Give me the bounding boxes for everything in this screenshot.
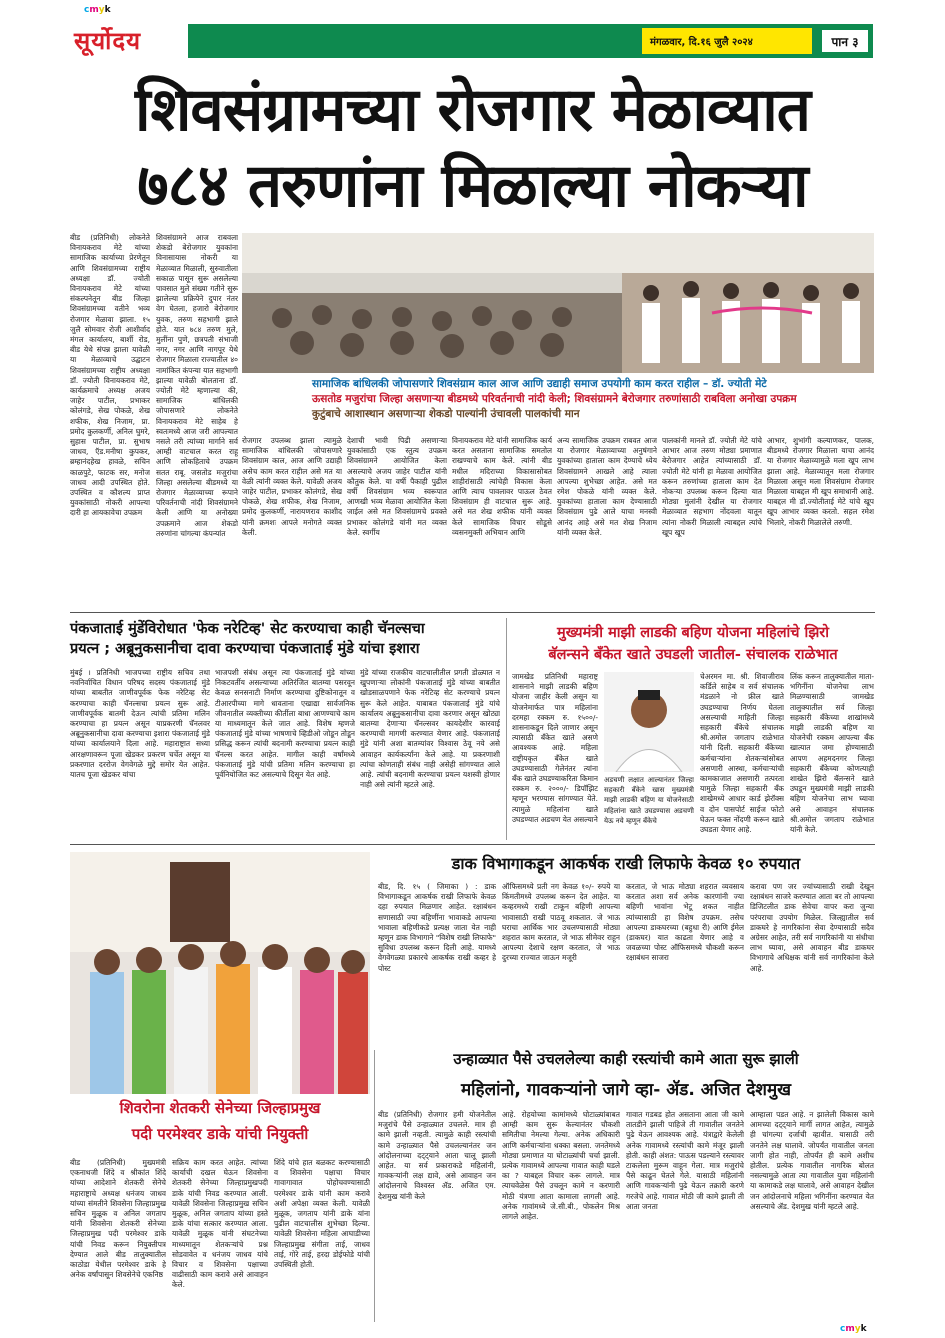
column-divider [506,618,507,840]
roads-story-column-3: गावात गडबड होत असताना आता जी कामे तातडीने झाली पाहिजे ती गावातील जनतेने पुढे येऊन आवश्यक आहे. यंत्राद्वारे केलेली अनेक गावामध्ये रस्त्यांची कामे मंजूर झाली होती. काही अंशत: पाऊस पडल्याने रस्त्यावर टाकलेला मुरूम वाहून गेला. मात्र मजुरांचे पैसे काढून घेतले गेले. यासाठी महिलांनी आणि गावकऱ्यांनी पुढे येऊन तक्रारी करणे गरजेचे आहे. गावात मोठी जी कामे झाली ती आता जनता [626,1110,744,1211]
roads-headline-line1: उन्हाळ्यात पैसे उचललेल्या काही रस्त्यांची कामे आता सुरू झाली [453,1050,799,1068]
photo-caption-line2: ऊसतोड मजुरांचा जिल्हा असणाऱ्या बीडमध्ये परिवर्तनाची नांदी केली; शिवसंग्रामने बेरोजगार तरुणांसाठी राबविला अनोखा उपक्रम [312,393,797,405]
lead-story-column-2: शिवसंग्रामने आज राबवला शेकडो बेरोजगार युवकांना विनासायास नोकरी या मेळाव्यात मिळाली, सुरुवातीला सकाळ पासून सुरू असलेल्या पावसात मुले संख्या गतीने सुरू झालेल्या प्रक्रियेने दुपार नंतर वेग घेतला, हजारो बेरोजगार युवक, तरुण सहभागी झाले होते. यात ७८४ तरुण मुले, मुलींना पुणे, छत्रपती संभाजी नगर, नगर आणि नागपूर येथे रोजगार मिळाला राज्यातील ४० नामांकित कंपन्या यात सहभागी झाल्या यावेळी बोलताना डॉ. ज्योती मेटे म्हणाल्या की, सामाजिक बांधिलकी जोपासणारे लोकनेते विनायकराव मेटे साहेब हे स्वतःमध्ये आज जरी आपल्यात नसले तरी त्यांच्या मार्गाने सर्व आम्ही वाटचाल करत राहू आणि लोकहिताचे उपक्रम सतत राबू. जसतोड मजुरांचा जिल्हा असलेल्या बीडमध्ये या रोजगार मेळाव्याच्या रूपाने परिवर्तनाची नांदी शिवसंग्रामने केली आणि या अनोख्या उपक्रमाने आज शेकडो तरुणांना चांगल्या कंपन्यांत [156,233,238,538]
ladki-bahin-column-1: जामखेड प्रतिनिधी महाराष्ट्र शासनाने माझी लाडकी बहिण योजना जाहीर केली असून या योजनेमार्फत पात्र महिलांना दरमहा रक्कम रु. १५००/- शासनाकडून दिले जाणार असून त्यासाठी बँकेत खाते असणे आवश्यक आहे. महिला राष्ट्रीयकृत बँकेत खाते उघडण्यासाठी गेलेनंतर त्यांना बँक खाते उघडण्याकरिता किमान रक्कम रु. २०००/- डिपॉझिट म्हणून भरण्यास सांगण्यात येते. त्यामुळे महिलांना खाते उघडण्यात अडचण येत असल्याने [512,672,598,824]
pankaja-headline-line2: प्रयत्न ; अब्रूनुकसानीचा दावा करण्याचा पंकजाताई मुंडे यांचा इशारा [70,641,420,657]
shivrona-story-column-3: शिंदे यांचे हात बळकट करण्यासाठी व शिवसेना पक्षाचा विचार गावागावात पोहोचवण्यासाठी परमेश्वर डाके यांनी काम करावे अशी अपेक्षा व्यक्त केली. यावेळी मुळूक, जगताप यांनी डाके यांना पुढील वाटचालीस शुभेच्छा दिल्या. यावेळी शिवसेना महिला आघाडीच्या जिल्हाप्रमुख संगीता ताई, जाधव ताई, गोरे ताई, हरदा डोईफोडे यांची उपस्थिती होती. [274,1158,370,1270]
photo-caption-line1: सामाजिक बांधिलकी जोपासणारे शिवसंग्राम काल आज आणि उद्याही समाज उपयोगी काम करत राहील – डॉ. ज्योती मेटे [312,378,767,390]
portrait-caption: अडचणी लक्षात आल्यानंतर जिल्हा सहकारी बँकेने खास मुख्यमंत्री माझी लाडकी बहिण या योजनेसाठी महिलांना खाते उघडण्यास अडचणी येऊ नये म्हणून बँकेचे [604,776,694,825]
shivrona-headline-line1: शिवरोना शेतकरी सेनेच्या जिल्हाप्रमुख [119,1099,321,1117]
lead-headline-line2: ७८४ तरुणांना मिळाल्या नोकऱ्या [137,151,808,221]
lead-story-column-5: विनायकराव मेटे यांनी सामाजिक कार्य करत असताना सामाजिक समतोल राखण्याचे काम केले. त्यांनी बीड मधील मदिराच्या विकासासोबत शाहीरांसाठी त्यांचेही विकास केला आणि त्याच पावलावर पाऊल ठेवत शिवसंग्राम ही वाटचाल सुरू आहे. असे मत शेख शफीक यांनी व्यक्त केले सामाजिक विचार सोडूसे व्यसनमुक्ती अभियान आणि [452,436,552,537]
pankaja-story-column-3: मुंडे यांच्या राजकीय वाटचालीतील प्रगती डोळ्यात न खुपणाऱ्या लोकांनी पंकजाताई मुंडे यांच्या बाबतीत खोडसाळपणाने फेक नरेटिव्ह सेट करण्याचे प्रयत्न सुरू केले आहेत. याबाबत पंकजाताई मुंडे यांचे कार्यालय अब्रूनुकसानीचा दावा करणार असून खोट्या बातम्या देणाऱ्या चॅनल्सवर कायदेशीर कारवाई करण्याची मागणी करण्यात येणार आहे. पंकजाताई मुंडे यांनी अशा बातम्यांवर विश्वास ठेवू नये असे आवाहन कार्यकर्त्यांना केले आहे. या प्रकरणाशी त्यांचा कोणताही संबंध नाही असेही सांगण्यात आले आहे. त्यांची बदनामी करण्याचा प्रयत्न यशस्वी होणार नाही असे त्यांनी म्हटले आहे. [360,668,500,790]
print-registration-mark-bottom: cmyk [840,1324,867,1334]
column-divider [374,1050,375,1322]
rakhi-story-column-4: करावा पण जर ज्यांच्यासाठी राखी देखून रक्षाबंधन साजरे करण्यात आता बर तो आपल्या डिजिटलीत डाक सेवेचा वापर करा जुन्या परंपराचा उपयोग मिळेल. जिल्ह्यातील सर्व डाकघरे हे नागरिकांना सेवा देण्यासाठी सदैव अग्रेसर आहेत, तरी सर्व नागरिकांनी या संधीचा लाभ घ्यावा, असे आवाहन बीड डाकघर विभागाचे अधिक्षक यांनी सर्व नागरिकांना केले आहे. [750,882,874,973]
newspaper-logo: सूर्योदय [74,26,142,55]
shivrona-story-column-1: बीड (प्रतिनिधी) मुख्यमंत्री एकनाथजी शिंदे व श्रीकांत शिंदे यांच्या आदेशाने शेतकरी सेनेचे महाराष्ट्राचे अध्यक्ष धनंजय जाधव यांच्या संमतीने शिवसेना जिल्हाप्रमुख सचिन मुळूक व अनिल जगताप यांनी शिवसेना शेतकरी सेनेच्या जिल्हाप्रमुख पदी परमेश्वर डाके यांची निवड करून नियुक्तीपत्र देण्यात आले बीड तालुक्यातील काठोडा येथील परमेश्वर डाके हे अनेक वर्षांपासून शिवसेनेचे एकनिष्ठ [70,1158,166,1280]
rakhi-story-column-3: करतात, जे भाऊ मोठ्या शहरात व्यवसाय करतात अशा सर्व अनेक कारणांनी ज्या बहिणी भावांना भेटू शकत नाहीत त्यांच्यासाठी हा विशेष उपक्रम. तसेच आपल्या डाकघरच्या (बहुधा री) आणि ईमेल (डाकघर) यात काढता येणार आहे व जवळच्या पोस्ट ऑफिसमध्ये चौकशी करून रक्षाबंधन साजरा [626,882,744,963]
roads-headline-line2: महिलांनो, गावकऱ्यांनो जागे व्हा- ॲड. अजित देशमुख [460,1080,792,1100]
section-divider [70,612,875,613]
print-registration-mark-top: cmyk [84,5,111,15]
shivrona-headline-line2: पदी परमेश्वर डाके यांची नियुक्ती [131,1125,309,1143]
roads-story-column-4: आम्हाला पडत आहे. न झालेली विकास कामे आमच्या दट्ट्याने मार्गी लागत आहेत, त्यामुळे ही चांगल्या दर्जाची व्हावीत. यासाठी तरी जनतेने लक्ष घालावे. जोपर्यंत गावातील जनता जागी होत नाही, तोपर्यंत ही कामे अशीच होतील. प्रत्येक गावातील नागरिक बोलत नसल्यामुळे आता त्या गावातील युवा महिलांनी या कामाकडे लक्ष घालावे, असे आवाहन देखील जन आंदोलनाचे महिला भगिनींना करण्यात येत असल्याचे ॲड. देशमुख यांनी म्हटले आहे. [750,1110,874,1211]
lead-story-column-4: देशाची भावी पिढी असणाऱ्या युवकांसाठी एक स्तुत्य उपक्रम शिवसंग्रामने आयोजित केला असल्याचे अजय जाहेर पाटील यांनी कौतुक केले. या वर्षी पैकाही पुढील वर्षी शिवसंग्राम भव्य स्वरूपात आणखी भव्य मेळावा आयोजित केला जाईल असे मत शिवसंग्रामचे प्रवक्ते प्रभाकर कोलंगडे यांनी मत व्यक्त केले. स्वर्गीय [347,436,447,537]
lead-story-column-7: पालकांनी मानले डॉ. ज्योती मेटे यांचे आभार आज तरुण मोठ्या प्रमाणात बेरोजगार आहेत त्यांच्यासाठी डॉ. ज्योती मेटे यांनी हा मेळावा आयोजित करून तरुणांच्या हाताला काम देत नोकऱ्या उपलब्ध करून दिल्या यात मोठ्या मुलांनी देखील या रोजगार मेळाव्यात सहभाग नोंदवला यातून त्यांना नोकरी मिळाली त्याबद्दल त्यांचे खूप खूप [662,436,762,537]
lead-story-column-3: रोजगार उपलब्ध झाला त्यामुळे सामाजिक बांधिलकी जोपासणारे शिवसंग्राम काल, आज आणि उद्याही असेच काम करत राहील असे मत या वेळी त्यांनी व्यक्त केले. यावेळी अजय जाहेर पाटील, प्रभाकर कोलंगडे, सेख पोकळे, शेख शफीक, शेख निजाम, प्रमोद कुलकर्णी, नारायणराव काशीद यांनी क्रमशः आपले मनोगते व्यक्त केली. [242,436,342,537]
shivrona-story-column-2: सक्रिय काम करत आहेत. त्यांच्या कार्याची दखल घेऊन शिवसेना शेतकरी सेनेच्या जिल्हाप्रमुखपदी डाके यांची निवड करण्यात आली. यावेळी शिवसेना जिल्हाप्रमुख सचिन मुळूक, अनिल जगताप यांच्या हस्ते डाके यांचा सत्कार करण्यात आला. यावेळी मुळूक यांनी संघटनेच्या माध्यमातून शेतकऱ्यांचे प्रश्न सोडवावेत व धनंजय जाधव यांचे विचार व शिवसेना पक्षाच्या वाढीसाठी काम करावे असे आवाहन केले. [172,1158,268,1290]
job-fair-photo [242,233,874,373]
lead-story-column-1: बीड (प्रतिनिधी) लोकनेते विनायकराव मेटे यांच्या सामाजिक कार्याच्या प्रेरणेतून आणि शिवसंग्रामच्या राष्ट्रीय अध्यक्षा डॉ. ज्योती विनायकराव मेटे यांच्या संकल्पनेतून बीड जिल्हा शिवसंग्रामच्या वतीने भव्य रोजगार मेळावा झाला. १५ जुलै सोमवार रोजी आशीर्वाद मंगल कार्यालय, बार्शी रोड, बीड येथे संपन्न झाला यावेळी या मेळाव्याचे उद्घाटन शिवसंग्रामच्या राष्ट्रीय अध्यक्षा डॉ. ज्योती विनायकराव मेटे, कार्यक्रमाचे अध्यक्ष अजय जाहेर पाटील, प्रभाकर कोलंगडे, सेख पोकळे, शेख शफीक, शेख निजाम, प्रा. प्रमोद कुलकर्णी, अनिल घुमरे, सुहास पाटील, प्रा. सुभाष जाधव, ऍड.मनीषा कुपकर, ब्रम्हानंदहेख हावळे, सचिन काळपुटे, फाटक सर, मनोज जाधव आदी उपस्थित होते. उपस्थित व कौशल्य प्राप्त युवकांसाठी नोकरी आपल्या दारी हा आयकावेचा उपक्रम [70,233,150,518]
rakhi-headline: डाक विभागाकडून आकर्षक राखी लिफाफे केवळ १० रुपयात [451,854,801,873]
appointment-ceremony-photo [70,852,370,1094]
rakhi-story-column-1: बीड, दि. १५ ( जिमाका ) : डाक विभागाकडून आकर्षक राखी लिफाफे केवळ दहा रुपयात मिळणार आहेत. रक्षाबंधन सणासाठी ज्या बहिणींना भावाकडे आपल्या भावाला बहिणीकडे प्रत्यक्ष जाता येत नाही म्हणून डाक विभागाने "विशेष राखी लिफाफे" सुविधा उपलब्ध करून दिली आहे. यामध्ये वेगवेगळ्या प्रकारचे आकर्षक राखी कव्हर हे पोस्ट [378,882,496,973]
section-divider [70,844,875,845]
pankaja-story-column-1: मुंबई । प्रतिनिधी भाजपच्या राष्ट्रीय सचिव तथा नवनिर्वाचित विधान परिषद सदस्य पंकजाताई मुंडे यांच्या बाबतीत जाणीवपूर्वक फेक नरेटिव्ह सेट करण्याचा काही चॅनल्सचा प्रयत्न सुरू आहे. जाणीवपूर्वक बातमी देऊन त्यांची प्रतिमा मलिन करण्याचा हा प्रयत्न असून याप्रकरणी चॅनलवर अब्रूनुकसानीचा दावा करण्याचा इशारा पंकजाताई मुंडे यांच्या कार्यालयाने दिला आहे. महाराष्ट्रात सध्या आरक्षणावरून पूजा खेडकर प्रकरण चर्चेत असून या प्रकरणात दररोज वेगवेगळे मुद्दे समोर येत आहेत. यातच पूजा खेडकर यांचा [70,668,210,780]
issue-date: मंगळवार, दि.१६ जुलै २०२४ [642,28,812,54]
ladki-bahin-column-3: लिंक करून तालुक्यातील माता-भगिनींना योजनेचा लाभ मिळण्यासाठी जामखेड तालुक्यातील सर्व जिल्हा सहकारी बँकेच्या शाखांमध्ये माझी लाडकी बहिण या योजनेची रक्कम आपल्या बँक खात्यात जमा होण्यासाठी आपण अहमदनगर जिल्हा सहकारी बँकेच्या कोणत्याही शाखेत झिरो बॅलन्सने खाते उघडून मुख्यमंत्री माझी लाडकी बहिण योजनेचा लाभ घ्यावा असे आवाहन संचालक श्री.अमोल जगताप राळेभात यांनी केले. [790,672,874,835]
lead-story-column-6: अन्य सामाजिक उपक्रम राबवत आज या रोजगार मेळाव्याच्या अनुषंगाने युवकांच्या हाताला काम देण्याचे ध्येय शिवसंग्रामने आखले आहे त्याला आपल्या शुभेच्छा आहेत. असे मत रमेश पोकळे यांनी व्यक्त केले. युवकांच्या हाताला काम देण्यासाठी शिवसंग्राम पुढे आले याचा मनस्वी आनंद आहे असे मत शेख निजाम यांनी व्यक्त केले. [557,436,657,537]
roads-story-column-1: बीड (प्रतिनिधी) रोजगार हमी योजनेतील मजुरांचे पैसे उन्हाळ्यात उचलले. मात्र ही कामे झाली नव्हती. त्यामुळे काही रस्त्यांची कामे उन्हाळ्यात पैसे उचलल्यानंतर जन आंदोलनाच्या दट्ट्याने आता चालू झाली आहेत. या सर्व प्रकाराकडे महिलांनी, गावकऱ्यांनी लक्ष द्यावे, असे आवाहन जन आंदोलनाचे विश्वस्त ॲड. अजित एम. देशमुख यांनी केले [378,1110,496,1201]
ladki-bahin-headline-line2: बॅलन्सने बँकेत खाते उघडली जातील- संचालक राळेभात [548,647,838,663]
page-number: पान ३ [820,28,870,54]
pankaja-headline-line1: पंकजाताई मुंडेंविरोधात 'फेक नरेटिव्ह' सेट करण्याचा काही चॅनल्सचा [70,621,425,637]
lead-headline-line1: शिवसंग्रामच्या रोजगार मेळाव्यात [135,75,810,145]
director-portrait [604,672,694,772]
ladki-bahin-column-2: चेअरमन मा. श्री. शिवाजीराव कर्डिले साहेब व सर्व संचालक मंडळाने नो फ्रील खाते उघडण्याचा निर्णय घेतला असल्याची माहिती जिल्हा सहकारी बँकेचे संचालक श्री.अमोल जगताप राळेभात यांनी दिली. सहकारी बँकेच्या कर्मचाऱ्यांना शेतकऱ्यांसोबत असणारी आस्था, कर्मचाऱ्यांची कामकाजात असणारी तत्परता यामुळे जिल्हा सहकारी बँक शाखेमध्ये आधार कार्ड झेरॉक्स व दोन पासपोर्ट साईज फोटो घेऊन फक्त नोंदणी करून खाते उघडता येणार आहे. [700,672,784,835]
lead-story-column-8: आभार, शुभांगी कल्याणकर, पालक, बीडमध्ये रोजगार मिळाला याचा आनंद या रोजगार मेळाव्यामुळे मला खूप लाभ झाला आहे. मेळाव्यातून मला रोजगार मिळाला असून मला शिवसंग्राम रोजगार मिळाला याबद्दल मी खूप समाधानी आहे. याबद्दल मी डॉ.ज्योतीताई मेटे यांचे खूप खूप आभार व्यक्त करतो. सहल रमेश भिलारे, नोकरी मिळालेले तरुणी. [767,436,874,527]
roads-story-column-2: आहे. रोहयोच्या कामांमध्ये घोटाळ्यांबाबत आम्ही काम सुरू केल्यानंतर चौकशी समितीचा नेमल्या गेल्या. अनेक अधिकारी आणि कर्मचाऱ्यांना धक्का बसला. जनतेमध्ये मोठ्या प्रमाणात या घोटाळ्यांची चर्चा झाली. प्रत्येक गावामध्ये आपल्या गावात काही घडले का ? याबद्दल विचार करू लागले. मात्र त्याचवेळेस पैसे उचलून कामे न करणारी मोठी यंत्रणा आता कामाला लागली आहे. अनेक गावांमध्ये जे.सी.बी., पोकलेन मिश्र लागले आहेत. [502,1110,620,1222]
rakhi-story-column-2: ऑफिसमध्ये प्रती नग केवळ १०/- रुपये या किंमतीमध्ये उपलब्ध करून देत आहेत. या कव्हरमध्ये राखी टाकून बहिणी आपल्या भावासाठी राखी पाठवू शकतात. जे भाऊ घराचा आर्थिक भार उचलण्यासाठी मोठ्या शहरात काम करतात, जे भाऊ सीमेवर राहून आपल्या देशाचे रक्षण करतात, जे भाऊ दुरच्या राज्यात जाऊन मजूरी [502,882,620,963]
ladki-bahin-headline-line1: मुख्यमंत्री माझी लाडकी बहिण योजना महिलांचे झिरो [557,625,829,641]
photo-caption-line3: कुटुंबाचे आशास्थान असणाऱ्या शेकडो पाल्यांनी उंचावली पालकांची मान [312,408,580,420]
pankaja-story-column-2: भाजपशी संबंध असून त्या पंकजाताई मुंडे यांच्या निकटवर्तीय असल्याच्या अतिरंजित बातम्या पसरवून केवळ सनसनाटी निर्माण करण्याचा दुष्टिकोनातून व टीआरपीच्या मागे धावताना एखाद्या सार्वजनिक जीवनातील व्यक्तीच्या कीर्तीला बाधा आणण्याचे काम या माध्यमातून केले जात आहे. विशेष म्हणजे पंकजाताई मुंडे यांच्या भाषणाचे व्हिडीओ जोडून तोडून प्रसिद्ध करून त्यांची बदनामी करण्याचा प्रयत्न काही चॅनल्स करत आहेत. मागील काही वर्षांमध्ये पंकजाताई मुंडे यांची प्रतिमा मलिन करण्याचा हा पूर्वनियोजित कट असल्याचे दिसून येत आहे. [215,668,355,780]
